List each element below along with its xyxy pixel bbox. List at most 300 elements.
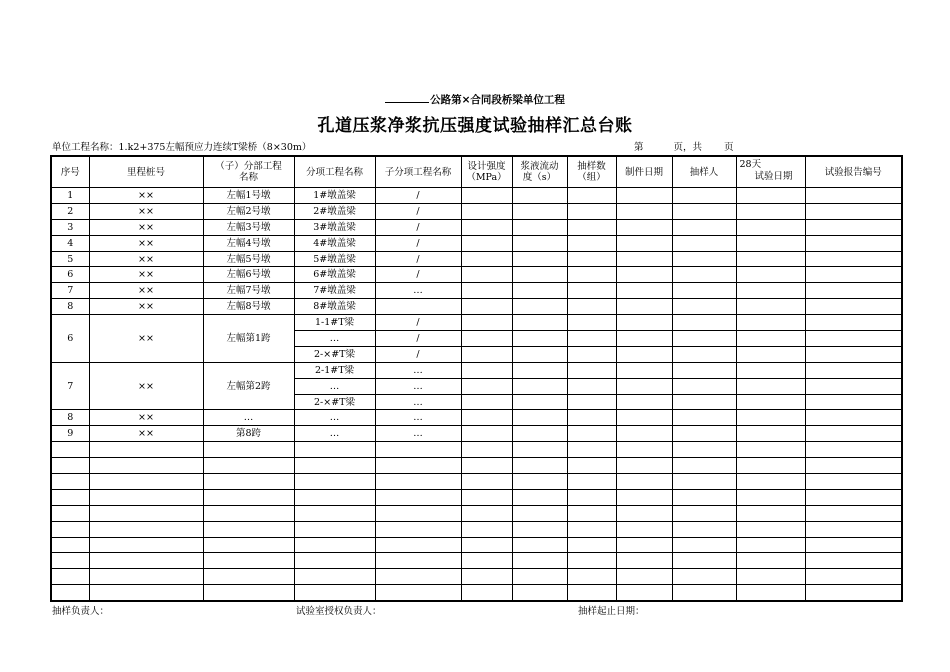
cell-empty (616, 569, 672, 585)
cell-empty (461, 537, 512, 553)
cell-station: ×× (89, 188, 203, 204)
cell-seq: 6 (51, 315, 89, 363)
cell-part: 左幅8号墩 (203, 299, 294, 315)
cell-empty (567, 283, 616, 299)
cell-empty (736, 283, 805, 299)
table-row (51, 315, 902, 331)
cell-empty (805, 299, 902, 315)
cell-empty (375, 585, 461, 601)
cell-empty (672, 521, 736, 537)
cell-empty (203, 505, 294, 521)
cell-empty (567, 362, 616, 378)
cell-part: 左幅第2跨 (203, 362, 294, 410)
cell-empty (203, 537, 294, 553)
cell-empty (375, 569, 461, 585)
cell-empty (616, 315, 672, 331)
cell-empty (203, 569, 294, 585)
cell-station: ×× (89, 267, 203, 283)
cell-empty (616, 585, 672, 601)
cell-empty (805, 569, 902, 585)
cell-item: 1-1#T梁 (294, 315, 375, 331)
cell-empty (512, 505, 567, 521)
cell-empty (461, 188, 512, 204)
cell-empty (375, 537, 461, 553)
cell-part: 左幅3号墩 (203, 219, 294, 235)
cell-sub-item: / (375, 251, 461, 267)
cell-station: ×× (89, 315, 203, 363)
cell-empty (51, 458, 89, 474)
cell-empty (375, 553, 461, 569)
cell-empty (672, 410, 736, 426)
cell-empty (736, 553, 805, 569)
cell-empty (51, 521, 89, 537)
empty-row (51, 505, 902, 521)
cell-empty (736, 362, 805, 378)
cell-sub-item: / (375, 203, 461, 219)
cell-empty (805, 489, 902, 505)
cell-empty (672, 188, 736, 204)
cell-empty (567, 346, 616, 362)
cell-empty (512, 458, 567, 474)
cell-seq: 1 (51, 188, 89, 204)
cell-empty (461, 505, 512, 521)
cell-empty (294, 489, 375, 505)
cell-sub-item: / (375, 219, 461, 235)
cell-part: 第8跨 (203, 426, 294, 442)
cell-empty (736, 315, 805, 331)
cell-empty (512, 521, 567, 537)
cell-empty (375, 505, 461, 521)
cell-empty (294, 553, 375, 569)
cell-station: ×× (89, 362, 203, 410)
cell-empty (461, 331, 512, 347)
cell-empty (51, 474, 89, 490)
cell-empty (672, 553, 736, 569)
cell-empty (512, 410, 567, 426)
cell-empty (616, 331, 672, 347)
cell-empty (736, 188, 805, 204)
cell-item: 4#墩盖梁 (294, 235, 375, 251)
cell-empty (616, 521, 672, 537)
table-row (51, 283, 902, 299)
cell-empty (461, 362, 512, 378)
cell-empty (512, 474, 567, 490)
cell-empty (567, 521, 616, 537)
cell-part: 左幅5号墩 (203, 251, 294, 267)
cell-empty (512, 537, 567, 553)
cell-empty (461, 283, 512, 299)
cell-item: … (294, 426, 375, 442)
cell-item: 7#墩盖梁 (294, 283, 375, 299)
col-samples-l1: 抽样数 (577, 161, 606, 172)
col-design-strength (461, 156, 512, 188)
cell-empty (616, 267, 672, 283)
cell-empty (736, 378, 805, 394)
cell-empty (736, 585, 805, 601)
cell-empty (567, 251, 616, 267)
cell-seq: 8 (51, 410, 89, 426)
cell-empty (805, 235, 902, 251)
cell-empty (294, 458, 375, 474)
cell-empty (512, 315, 567, 331)
cell-empty (567, 235, 616, 251)
cell-empty (461, 203, 512, 219)
cell-empty (672, 346, 736, 362)
cell-empty (512, 362, 567, 378)
cell-empty (616, 553, 672, 569)
sampling-period-label: 抽样起止日期： (578, 606, 645, 617)
cell-empty (616, 442, 672, 458)
cell-item: 6#墩盖梁 (294, 267, 375, 283)
cell-empty (672, 299, 736, 315)
cell-empty (567, 267, 616, 283)
cell-station: ×× (89, 299, 203, 315)
cell-part: 左幅7号墩 (203, 283, 294, 299)
page-counter (634, 139, 734, 153)
cell-sub-item: … (375, 410, 461, 426)
cell-part: … (203, 410, 294, 426)
cell-empty (736, 426, 805, 442)
table-row (51, 219, 902, 235)
project-name-blank (385, 92, 429, 103)
cell-empty (805, 521, 902, 537)
cell-empty (567, 299, 616, 315)
cell-empty (672, 505, 736, 521)
cell-empty (51, 505, 89, 521)
cell-empty (805, 458, 902, 474)
ledger-table (50, 155, 903, 602)
cell-empty (567, 585, 616, 601)
col-fluidity-l2: 度（s） (522, 172, 557, 183)
cell-empty (616, 426, 672, 442)
cell-sub-item (375, 299, 461, 315)
cell-empty (512, 299, 567, 315)
cell-empty (736, 521, 805, 537)
col-test-date-l1: 28天 (739, 159, 762, 170)
cell-empty (805, 442, 902, 458)
cell-empty (672, 426, 736, 442)
cell-empty (461, 569, 512, 585)
cell-sub-item: / (375, 346, 461, 362)
cell-seq: 7 (51, 362, 89, 410)
cell-sub-item: … (375, 378, 461, 394)
cell-empty (736, 410, 805, 426)
cell-part: 左幅1号墩 (203, 188, 294, 204)
cell-empty (672, 585, 736, 601)
cell-empty (89, 458, 203, 474)
cell-empty (672, 394, 736, 410)
cell-empty (672, 219, 736, 235)
cell-empty (461, 410, 512, 426)
cell-empty (805, 346, 902, 362)
cell-empty (375, 521, 461, 537)
cell-empty (736, 569, 805, 585)
cell-empty (805, 267, 902, 283)
cell-part: 左幅6号墩 (203, 267, 294, 283)
cell-item: 5#墩盖梁 (294, 251, 375, 267)
cell-empty (736, 394, 805, 410)
cell-empty (512, 378, 567, 394)
col-fluidity (512, 156, 567, 188)
cell-empty (512, 283, 567, 299)
cell-station: ×× (89, 283, 203, 299)
cell-empty (567, 188, 616, 204)
cell-station: ×× (89, 203, 203, 219)
cell-empty (616, 219, 672, 235)
cell-empty (461, 474, 512, 490)
cell-empty (672, 251, 736, 267)
cell-empty (512, 394, 567, 410)
cell-empty (512, 251, 567, 267)
cell-empty (616, 537, 672, 553)
cell-empty (512, 331, 567, 347)
cell-empty (89, 489, 203, 505)
cell-empty (736, 474, 805, 490)
cell-empty (203, 489, 294, 505)
cell-empty (203, 521, 294, 537)
cell-seq: 3 (51, 219, 89, 235)
cell-sub-item: … (375, 362, 461, 378)
cell-empty (616, 458, 672, 474)
table-row (51, 251, 902, 267)
cell-empty (672, 315, 736, 331)
cell-item: 3#墩盖梁 (294, 219, 375, 235)
cell-sub-item: … (375, 426, 461, 442)
cell-empty (294, 537, 375, 553)
cell-empty (567, 219, 616, 235)
cell-empty (736, 235, 805, 251)
cell-empty (805, 203, 902, 219)
cell-empty (616, 283, 672, 299)
cell-empty (805, 315, 902, 331)
cell-empty (672, 458, 736, 474)
cell-empty (736, 346, 805, 362)
cell-empty (203, 458, 294, 474)
col-station: 里程桩号 (89, 156, 203, 188)
cell-empty (461, 394, 512, 410)
cell-empty (736, 299, 805, 315)
col-sub-part-l2: 名称 (238, 172, 258, 183)
empty-row (51, 521, 902, 537)
cell-empty (567, 537, 616, 553)
cell-item: 2#墩盖梁 (294, 203, 375, 219)
cell-empty (203, 553, 294, 569)
col-make-date: 制件日期 (616, 156, 672, 188)
empty-row (51, 474, 902, 490)
cell-station: ×× (89, 251, 203, 267)
project-heading (0, 92, 950, 107)
cell-seq: 2 (51, 203, 89, 219)
cell-part: 左幅第1跨 (203, 315, 294, 363)
cell-empty (567, 553, 616, 569)
cell-empty (461, 299, 512, 315)
col-fluidity-l1: 浆液流动 (520, 161, 559, 172)
cell-empty (672, 235, 736, 251)
cell-sub-item: / (375, 331, 461, 347)
cell-empty (567, 489, 616, 505)
cell-empty (294, 505, 375, 521)
cell-empty (203, 585, 294, 601)
table-row (51, 267, 902, 283)
cell-empty (736, 489, 805, 505)
cell-seq: 9 (51, 426, 89, 442)
cell-item: 1#墩盖梁 (294, 188, 375, 204)
cell-sub-item: / (375, 315, 461, 331)
cell-empty (51, 537, 89, 553)
col-design-strength-l1: 设计强度 (467, 161, 506, 172)
cell-empty (805, 251, 902, 267)
empty-row (51, 569, 902, 585)
empty-row (51, 537, 902, 553)
page-mid: 页，共 (673, 142, 703, 153)
cell-empty (51, 553, 89, 569)
cell-empty (512, 442, 567, 458)
cell-empty (672, 442, 736, 458)
cell-empty (461, 235, 512, 251)
cell-seq: 5 (51, 251, 89, 267)
cell-empty (672, 203, 736, 219)
cell-empty (461, 442, 512, 458)
empty-row (51, 442, 902, 458)
cell-empty (672, 378, 736, 394)
cell-empty (512, 569, 567, 585)
cell-station: ×× (89, 410, 203, 426)
col-item: 分项工程名称 (294, 156, 375, 188)
cell-empty (672, 474, 736, 490)
cell-empty (616, 346, 672, 362)
cell-empty (512, 203, 567, 219)
cell-empty (51, 569, 89, 585)
cell-empty (89, 537, 203, 553)
table-row (51, 426, 902, 442)
cell-empty (805, 378, 902, 394)
cell-empty (512, 553, 567, 569)
cell-item: … (294, 331, 375, 347)
unit-project-name: 单位工程名称：1.k2+375左幅预应力连续T梁桥（8×30m） (52, 142, 312, 153)
cell-empty (461, 426, 512, 442)
cell-seq: 8 (51, 299, 89, 315)
cell-empty (461, 585, 512, 601)
sampling-lead-label: 抽样负责人： (52, 606, 110, 617)
col-design-strength-l2: （MPa） (466, 172, 507, 183)
cell-empty (89, 569, 203, 585)
table-row (51, 410, 902, 426)
project-subtitle: 公路第×合同段桥梁单位工程 (430, 94, 565, 106)
cell-empty (736, 458, 805, 474)
cell-empty (294, 521, 375, 537)
cell-empty (736, 331, 805, 347)
cell-part: 左幅2号墩 (203, 203, 294, 219)
cell-empty (567, 458, 616, 474)
cell-empty (567, 410, 616, 426)
page-title: 孔道压浆净浆抗压强度试验抽样汇总台账 (317, 116, 633, 136)
cell-sub-item: … (375, 394, 461, 410)
cell-empty (616, 378, 672, 394)
cell-empty (672, 267, 736, 283)
cell-empty (512, 489, 567, 505)
cell-empty (736, 203, 805, 219)
cell-empty (805, 331, 902, 347)
cell-empty (805, 188, 902, 204)
cell-empty (805, 585, 902, 601)
cell-item: 2-×#T梁 (294, 346, 375, 362)
cell-empty (461, 458, 512, 474)
cell-empty (736, 267, 805, 283)
cell-empty (512, 346, 567, 362)
cell-empty (51, 442, 89, 458)
cell-empty (616, 188, 672, 204)
cell-empty (512, 426, 567, 442)
cell-empty (616, 410, 672, 426)
cell-seq: 7 (51, 283, 89, 299)
cell-empty (567, 331, 616, 347)
cell-empty (512, 267, 567, 283)
header-row (51, 156, 902, 188)
cell-empty (512, 235, 567, 251)
cell-item: 8#墩盖梁 (294, 299, 375, 315)
col-sampler: 抽样人 (672, 156, 736, 188)
cell-empty (375, 442, 461, 458)
cell-empty (294, 585, 375, 601)
table-row (51, 299, 902, 315)
page-prefix: 第 (634, 142, 644, 153)
cell-empty (567, 426, 616, 442)
cell-empty (461, 267, 512, 283)
cell-empty (461, 346, 512, 362)
cell-empty (805, 426, 902, 442)
cell-empty (89, 585, 203, 601)
cell-empty (616, 394, 672, 410)
cell-empty (567, 569, 616, 585)
col-test-date-l2: 试验日期 (754, 171, 793, 182)
cell-empty (616, 299, 672, 315)
col-sub-part (203, 156, 294, 188)
cell-empty (375, 474, 461, 490)
cell-empty (567, 315, 616, 331)
cell-part: 左幅4号墩 (203, 235, 294, 251)
cell-empty (567, 394, 616, 410)
cell-empty (294, 474, 375, 490)
cell-empty (203, 442, 294, 458)
col-seq: 序号 (51, 156, 89, 188)
cell-empty (512, 188, 567, 204)
cell-empty (203, 474, 294, 490)
cell-empty (616, 474, 672, 490)
cell-empty (616, 235, 672, 251)
cell-empty (736, 251, 805, 267)
cell-empty (616, 505, 672, 521)
cell-empty (294, 569, 375, 585)
cell-empty (461, 219, 512, 235)
cell-empty (672, 331, 736, 347)
cell-sub-item: / (375, 235, 461, 251)
cell-item: … (294, 410, 375, 426)
cell-empty (672, 489, 736, 505)
cell-empty (461, 251, 512, 267)
cell-empty (51, 489, 89, 505)
cell-empty (461, 378, 512, 394)
cell-empty (805, 362, 902, 378)
cell-empty (294, 442, 375, 458)
cell-sub-item: / (375, 267, 461, 283)
table-row (51, 188, 902, 204)
cell-empty (375, 458, 461, 474)
cell-empty (89, 505, 203, 521)
col-test-date (736, 156, 805, 188)
cell-empty (736, 537, 805, 553)
cell-empty (616, 489, 672, 505)
cell-station: ×× (89, 219, 203, 235)
